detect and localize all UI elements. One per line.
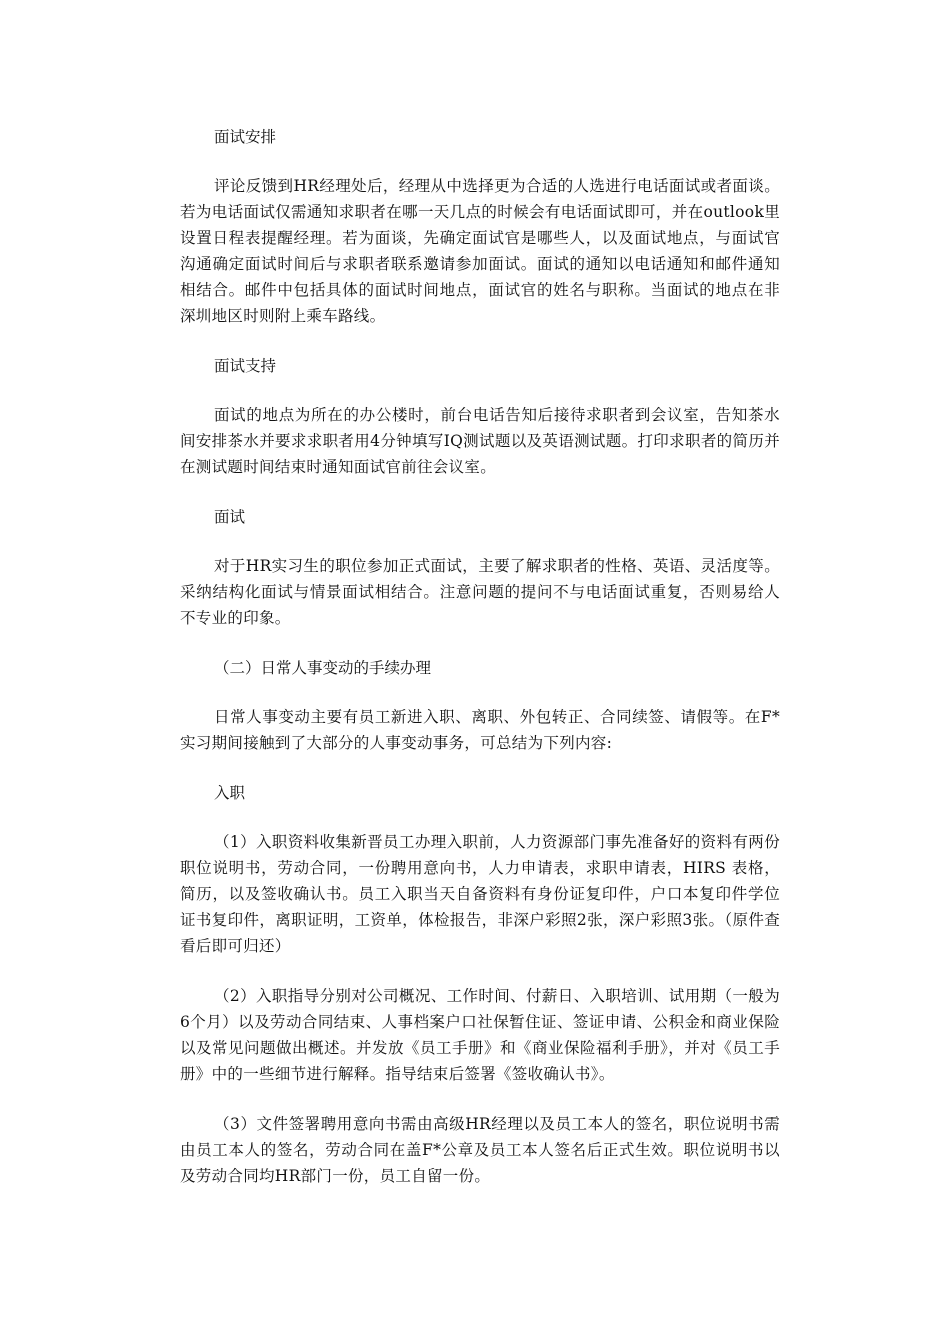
section-heading-interview-support: 面试支持 xyxy=(214,357,277,375)
section-heading-interview-arrangement: 面试安排 xyxy=(214,128,277,146)
section-heading-onboarding: 入职 xyxy=(214,784,246,802)
section-heading-daily-personnel-changes: （二）日常人事变动的手续办理 xyxy=(214,659,432,677)
paragraph-onboarding-guidance: （2）入职指导分别对公司概况、工作时间、付薪日、入职培训、试用期（一般为6个月）以及劳动合同结束、人事档案户口社保暂住证、签证申请、公积金和商业保险以及常见问题做出概述。并发放《员工手册》和《商业保险福利手册》，并对《员工手册》中的一些细节进行解释。指导结束后签署《签收确认书》。 xyxy=(180,987,780,1083)
section-heading-interview: 面试 xyxy=(214,508,246,526)
paragraph-interview-arrangement: 评论反馈到HR经理处后，经理从中选择更为合适的人选进行电话面试或者面谈。若为电话面试仅需通知求职者在哪一天几点的时候会有电话面试即可，并在outlook里设置日程表提醒经理。若为面谈，先确定面试官是哪些人，以及面试地点，与面试官沟通确定面试时间后与求职者联系邀请参加面试。面试的通知以电话通知和邮件通知相结合。邮件中包括具体的面试时间地点，面试官的姓名与职称。当面试的地点在非深圳地区时则附上乘车路线。 xyxy=(180,177,780,325)
paragraph-daily-personnel-changes: 日常人事变动主要有员工新进入职、离职、外包转正、合同续签、请假等。在F*实习期间接触到了大部分的人事变动事务，可总结为下列内容: xyxy=(180,708,780,752)
paragraph-interview-support: 面试的地点为所在的办公楼时，前台电话告知后接待求职者到会议室，告知茶水间安排茶水并要求求职者用4分钟填写IQ测试题以及英语测试题。打印求职者的简历并在测试题时间结束时通知面试官前往会议室。 xyxy=(180,406,780,476)
paragraph-onboarding-materials: （1）入职资料收集新晋员工办理入职前，人力资源部门事先准备好的资料有两份职位说明书，劳动合同，一份聘用意向书，人力申请表，求职申请表，HIRS 表格，简历，以及签收确认书。员工入职当天自备资料有身份证复印件，户口本复印件学位证书复印件，离职证明，工资单，体检报告，非深户彩照2张，深户彩照3张。（原件查看后即可归还） xyxy=(180,833,780,955)
paragraph-document-signing: （3）文件签署聘用意向书需由高级HR经理以及员工本人的签名，职位说明书需由员工本人的签名，劳动合同在盖F*公章及员工本人签名后正式生效。职位说明书以及劳动合同均HR部门一份，员工自留一份。 xyxy=(180,1115,780,1185)
paragraph-interview: 对于HR实习生的职位参加正式面试，主要了解求职者的性格、英语、灵活度等。采纳结构化面试与情景面试相结合。注意问题的提问不与电话面试重复，否则易给人不专业的印象。 xyxy=(180,557,780,627)
